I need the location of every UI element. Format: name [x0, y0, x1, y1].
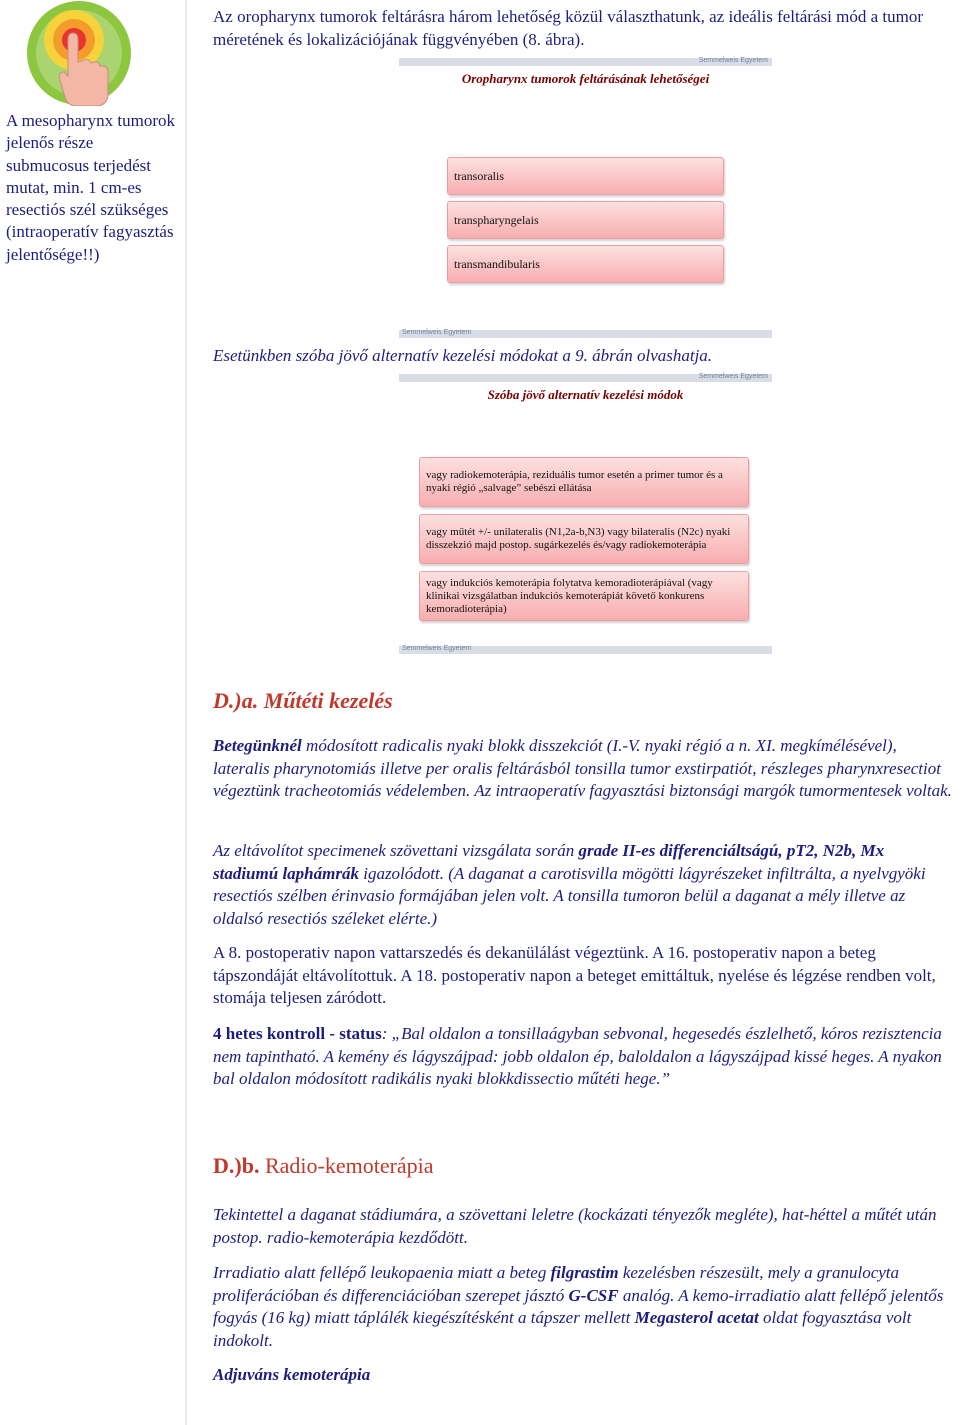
section-a-title: Műtéti kezelés — [263, 688, 393, 713]
text: analóg. A kemo-irradiatio alatt fellépő jelentős fogyás (16 kg) miatt táplálék kiegészítésként a tápszer mellett — [213, 1285, 944, 1327]
slide-brand: Semmelweis Egyetem — [698, 373, 768, 380]
text: Az eltávolítot specimenek szövettani vizsgálata során — [213, 841, 579, 860]
slide-brand: Semmelweis Egyetem — [402, 329, 472, 336]
text: módosított radicalis nyaki blokk disszekciót (I.-V. nyaki régió a n. XI. megkímélésével), lateralis pharynotomiás illetve per oralis feltárásból tonsilla tumor exstirpatiót, részleges pharynxresectiot végeztünk tracheotomiás védelemben. Az intraoperatív fagyasztási biztonsági margók tumormentesek voltak. — [213, 736, 952, 800]
text: kezelésben részesült, mely a granulocyta proliferációban és differenciációban szerepet jásztó — [213, 1263, 900, 1305]
treatment-option-box: vagy műtét +/- unilateralis (N1,2a-b,N3) vagy bilateralis (N2c) nyaki disszekzió majd postop. sugárkezelés és/vagy radiokemoterápia — [419, 514, 749, 564]
slide-title: Szóba jövő alternatív kezelési módok — [487, 387, 684, 402]
text: igazolódott. (A daganat a carotisvilla mögötti lágyrészeket infiltrálta, a nyelvgyöki resectiós szélben érinvasio formájában jelen volt. A tonsilla tumoron belül a daganat a mély illetve az oldalsó resectiós széleket elérte.) — [213, 863, 926, 928]
section-a-paragraph-1 — [213, 735, 953, 803]
section-b-paragraph-3: Adjuváns kemoterápia — [213, 1365, 371, 1384]
drug-name: G-CSF — [568, 1285, 619, 1305]
drug-name: Megasterol acetat — [634, 1308, 759, 1327]
touch-hand-logo-icon — [26, 0, 132, 106]
section-b-prefix: D.)b. — [213, 1153, 260, 1178]
treatment-option-box: vagy radiokemoterápia, reziduális tumor esetén a primer tumor és a nyaki régió „salvage” sebészi ellátása — [419, 457, 749, 507]
option-box: transpharyngelais — [447, 201, 724, 239]
section-a-prefix: D.)a. — [213, 688, 259, 713]
treatment-option-box: vagy indukciós kemoterápia folytatva kemoradioterápiával (vagy klinikai vizsgálatban indukciós kemoterápiát követő konkurens kemoradioterápia) — [419, 571, 749, 621]
emphasis: Betegünknél — [213, 736, 302, 755]
sidebar-note: A mesopharynx tumorok jelenős része submucosus terjedést mutat, min. 1 cm-es resectiós szél szükséges (intraoperatív fagyasztás jelentősége!!) — [6, 111, 176, 264]
drug-name: filgrastim — [550, 1263, 619, 1282]
section-a-heading — [213, 688, 393, 714]
intro-paragraph: Az oropharynx tumorok feltárásra három lehetőség közül választhatunk, az ideális feltárási mód a tumor méretének és lokalizációjának függvényében (8. ábra). — [213, 7, 923, 49]
figure-9-slide — [399, 374, 772, 654]
option-box: transoralis — [447, 157, 724, 195]
slide-title: Oropharynx tumorok feltárásának lehetőségei — [461, 71, 710, 86]
diagnosis-emphasis: grade II-es differenciáltságú, pT2, N2b, Mx stadiumú laphámrák — [213, 841, 885, 883]
section-b-paragraph-1: Tekintettel a daganat stádiumára, a szövettani leletre (kockázati tényezők megléte), hat-héttel a műtét után postop. radio-kemoterápia kezdődött. — [213, 1205, 937, 1247]
text: oldat fogyasztása volt indokolt. — [213, 1308, 912, 1350]
section-a-paragraph-3: A 8. postoperativ napon vattarszedés és dekanülálást végeztünk. A 16. postoperativ napon a beteg tápszondáját eltávolítottuk. A 18. postoperativ napon a beteget emittáltuk, nyelése és légzése rendben volt, stomája teljesen záródott. — [213, 943, 936, 1007]
section-a-paragraph-2 — [213, 840, 953, 930]
section-b-paragraph-2 — [213, 1262, 953, 1352]
text: : „Bal oldalon a tonsillaágyban sebvonal, hegesedés észlelhető, kóros rezisztencia nem tapintható. A kemény és lágyszájpad: jobb oldalon ép, baloldalon a lágyszájpad kissé heges. A nyakon bal oldalon módosított radikális nyaki blokkdissectio műtéti hege.” — [213, 1024, 942, 1088]
text: Irradiatio alatt fellépő leukopaenia miatt a beteg — [213, 1263, 551, 1282]
status-label: 4 hetes kontroll - status — [213, 1024, 382, 1043]
figure-8-slide — [399, 58, 772, 338]
section-a-paragraph-4 — [213, 1023, 953, 1091]
option-box: transmandibularis — [447, 245, 724, 283]
section-b-title: Radio-kemoterápia — [264, 1153, 434, 1178]
figure-9-caption: Esetünkben szóba jövő alternatív kezelési módokat a 9. ábrán olvashatja. — [213, 346, 713, 365]
section-b-heading — [213, 1153, 434, 1179]
slide-brand: Semmelweis Egyetem — [698, 57, 768, 64]
sidebar-divider — [185, 0, 187, 1425]
slide-brand: Semmelweis Egyetem — [402, 645, 472, 652]
